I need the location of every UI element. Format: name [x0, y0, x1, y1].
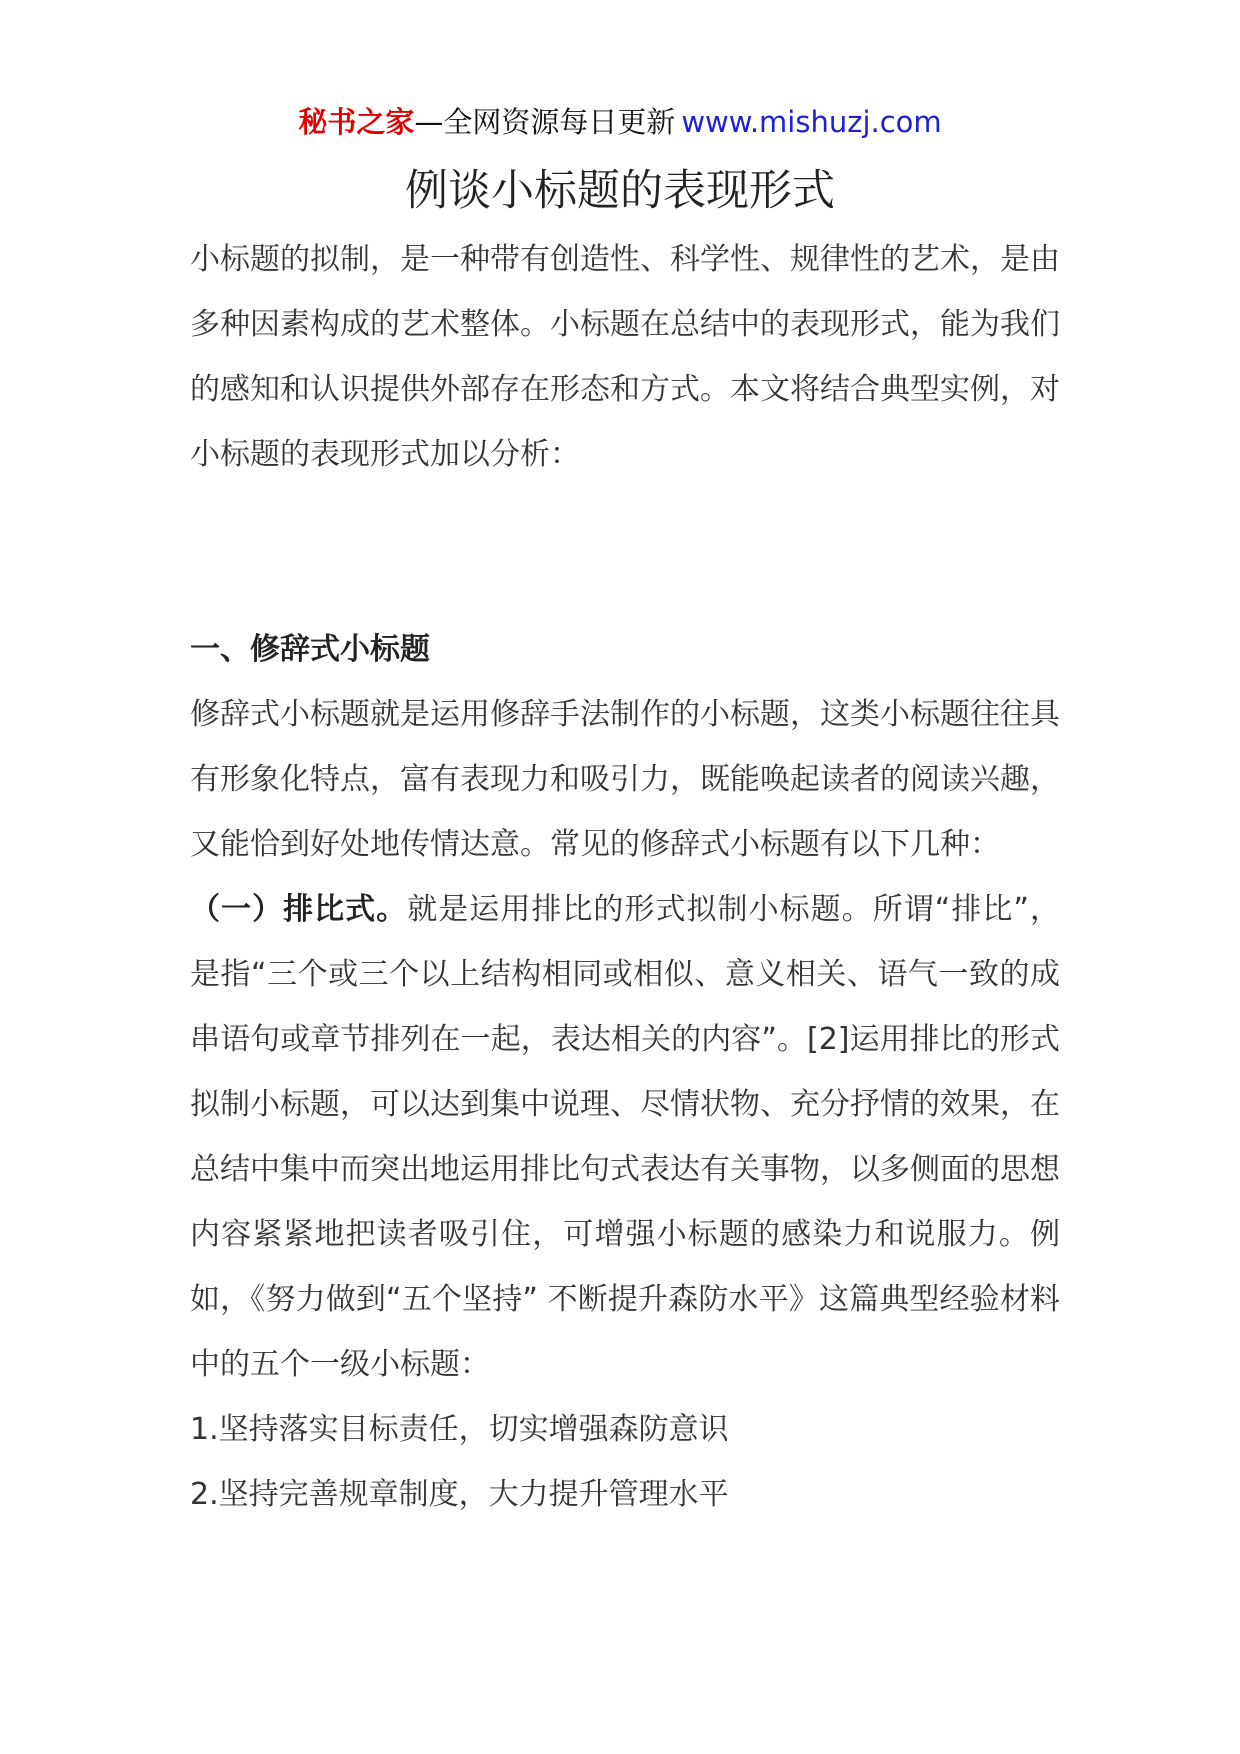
subsection-heading: （一）排比式。: [190, 892, 408, 927]
blank-space: [190, 487, 1060, 617]
brand-slogan: —全网资源每日更新: [414, 105, 676, 139]
subsection-text: 就是运用排比的形式拟制小标题。所谓“排比”，是指“三个或三个以上结构相同或相似、意义相关、语气一致的成串语句或章节排列在一起，表达相关的内容”。[2]运用排比的形式拟制小标题，可以达到集中说理、尽情状物、充分抒情的效果，在总结中集中而突出地运用排比句式表达有关事物，以多侧面的思想内容紧紧地把读者吸引住，可增强小标题的感染力和说服力。例如，《努力做到“五个坚持” 不断提升森防水平》这篇典型经验材料中的五个一级小标题：: [190, 892, 1060, 1382]
document-body: [190, 227, 1060, 1527]
section-paragraph: 修辞式小标题就是运用修辞手法制作的小标题，这类小标题往往具有形象化特点，富有表现力和吸引力，既能唤起读者的阅读兴趣，又能恰到好处地传情达意。常见的修辞式小标题有以下几种：: [190, 697, 1060, 862]
section-heading: 一、修辞式小标题: [190, 632, 430, 667]
list-item: 2.坚持完善规章制度，大力提升管理水平: [190, 1477, 729, 1512]
intro-paragraph: 小标题的拟制，是一种带有创造性、科学性、规律性的艺术，是由多种因素构成的艺术整体。小标题在总结中的表现形式，能为我们的感知和认识提供外部存在形态和方式。本文将结合典型实例，对小标题的表现形式加以分析：: [190, 242, 1060, 472]
site-banner: [0, 102, 1240, 142]
site-url-link[interactable]: www.mishuzj.com: [681, 105, 942, 139]
document-title: 例谈小标题的表现形式: [405, 166, 835, 216]
brand-name: 秘书之家: [298, 105, 415, 139]
subsection-paragraph: [190, 877, 1060, 1397]
list-item: 1.坚持落实目标责任，切实增强森防意识: [190, 1412, 729, 1447]
